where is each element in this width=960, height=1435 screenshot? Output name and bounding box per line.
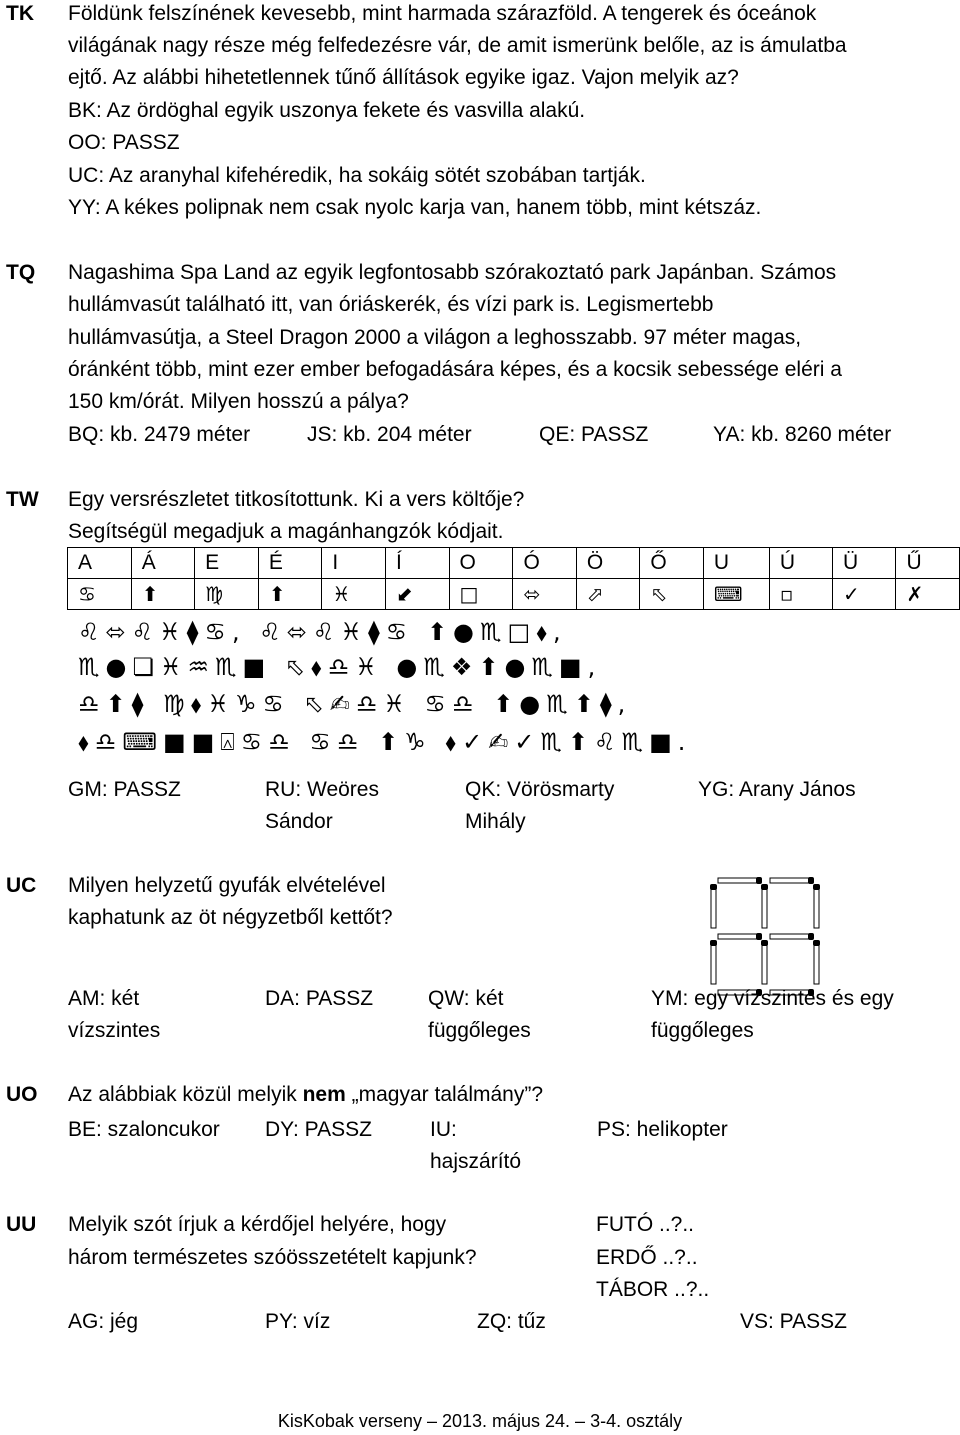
matchstick-puzzle-figure: [708, 876, 828, 1000]
symbol-cell: ⬄: [513, 579, 576, 610]
vowel-cell: I: [322, 548, 386, 579]
matchstick: [761, 940, 768, 984]
vowel-cell: Ü: [832, 548, 895, 579]
tw-text-line: Egy versrészletet titkosítottunk. Ki a vers költője?: [68, 488, 525, 511]
matchstick: [710, 884, 717, 928]
uu-answer-py: PY: víz: [265, 1310, 331, 1333]
symbol-cell: ⬆: [258, 579, 321, 610]
symbol-cell: ⬆: [131, 579, 194, 610]
uu-text-line: Melyik szót írjuk a kérdőjel helyére, hogy: [68, 1213, 447, 1236]
uu-answer-zq: ZQ: tűz: [477, 1310, 546, 1333]
uu-word: ERDŐ ..?..: [596, 1246, 698, 1269]
vowel-cell: É: [258, 548, 321, 579]
question-code-tq: TQ: [6, 261, 36, 284]
question-code-uu: UU: [6, 1213, 37, 1236]
tk-text-line: Földünk felszínének kevesebb, mint harmada szárazföld. A tengerek és óceánok: [68, 2, 817, 25]
tk-answer-uc: UC: Az aranyhal kifehéredik, ha sokáig sötét szobában tartják.: [68, 164, 646, 187]
uc-answer-qw: QW: két függőleges: [428, 987, 531, 1042]
symbol-cell: ♓: [322, 579, 386, 610]
symbol-row: [68, 579, 960, 610]
tq-text-line: óránként több, mint ezer ember befogadására képes, és a kocsik sebessége eléri a: [68, 358, 842, 381]
symbol-cell: ⬋: [386, 579, 449, 610]
tk-text-line: ejtő. Az alábbi hihetetlennek tűnő állítások egyike igaz. Vajon melyik az?: [68, 66, 739, 89]
uu-word: TÁBOR ..?..: [596, 1278, 710, 1301]
matchstick: [761, 884, 768, 928]
tk-answer-bk: BK: Az ördöghal egyik uszonya fekete és vasvilla alakú.: [68, 99, 586, 122]
uo-text-part: „magyar találmány”?: [345, 1083, 544, 1106]
symbol-cell: ♍: [195, 579, 259, 610]
tq-text-line: hullámvasútja, a Steel Dragon 2000 a világon a leghosszabb. 97 méter magas,: [68, 326, 802, 349]
vowel-cell: Ö: [576, 548, 639, 579]
question-code-tw: TW: [6, 488, 39, 511]
tq-answer-ya: YA: kb. 8260 méter: [713, 423, 892, 446]
question-code-uo: UO: [6, 1083, 38, 1106]
uc-answer-ym: YM: egy vízszintes és egy függőleges: [651, 987, 894, 1042]
cipher-line: ⬧♎⌨■■⍓♋♎ ♋♎ ⬆♑ ⬧✓✍✓♏⬆♌♏■.: [78, 728, 692, 756]
cipher-line: ♏●❏♓♒♏■ ⬁⬧♎♓ ●♏❖⬆●♏■,: [78, 653, 602, 681]
tq-answer-js: JS: kb. 204 méter: [307, 423, 472, 446]
uc-answer-da: DA: PASSZ: [265, 987, 374, 1010]
uc-text-line: Milyen helyzetű gyufák elvételével: [68, 874, 386, 897]
symbol-cell: ♋: [68, 579, 132, 610]
uc-text-line: kaphatunk az öt négyzetből kettőt?: [68, 906, 393, 929]
uo-text-emphasis: nem: [302, 1083, 346, 1106]
matchstick: [770, 877, 814, 884]
vowel-cell: Í: [386, 548, 449, 579]
vowel-cell: A: [68, 548, 132, 579]
uo-answer-ps: PS: helikopter: [597, 1118, 728, 1141]
matchstick: [770, 933, 814, 940]
vowel-cell: E: [195, 548, 259, 579]
symbol-cell: ✓: [832, 579, 895, 610]
uc-answer-am: AM: két vízszintes: [68, 987, 161, 1042]
uo-answer-iu: IU: hajszárító: [430, 1118, 522, 1173]
matchstick: [710, 940, 717, 984]
cipher-line: ♌⬄♌♓⧫♋, ♌⬄♌♓⧫♋ ⬆●♏□⬧,: [78, 618, 567, 646]
tq-answer-bq: BQ: kb. 2479 méter: [68, 423, 251, 446]
tq-text-line: 150 km/órát. Milyen hosszú a pálya?: [68, 390, 409, 413]
symbol-cell: □: [449, 579, 513, 610]
symbol-cell: ▫: [769, 579, 832, 610]
uu-text-line: három természetes szóösszetételt kapjunk?: [68, 1246, 477, 1269]
tk-answer-yy: YY: A kékes polipnak nem csak nyolc karja van, hanem több, mint kétszáz.: [68, 196, 762, 219]
page-footer: KisKobak verseny – 2013. május 24. – 3-4. osztály: [277, 1411, 683, 1431]
vowel-row: [68, 548, 960, 579]
tw-answer-qk: QK: Vörösmarty Mihály: [465, 778, 615, 833]
symbol-cell: ⬁: [640, 579, 703, 610]
question-code-tk: TK: [6, 2, 34, 25]
vowel-cell: Ó: [513, 548, 576, 579]
vowel-cell: O: [449, 548, 513, 579]
uo-question-text: [68, 1083, 543, 1107]
uo-text-part: Az alábbiak közül melyik: [68, 1083, 303, 1106]
vowel-cell: U: [703, 548, 769, 579]
vowel-cell: Ő: [640, 548, 703, 579]
tw-answer-ru: RU: Weöres Sándor: [265, 778, 379, 833]
tk-text-line: világának nagy része még felfedezésre vár, de amit ismerünk belőle, az is ámulatba: [68, 34, 847, 57]
tq-text-line: hullámvasút található itt, van óriáskerék, és vízi park is. Legismertebb: [68, 293, 714, 316]
vowel-code-table: [67, 547, 960, 610]
tq-text-line: Nagashima Spa Land az egyik legfontosabb szórakoztató park Japánban. Számos: [68, 261, 837, 284]
matchstick: [813, 884, 820, 928]
tk-answer-oo: OO: PASSZ: [68, 131, 180, 154]
symbol-cell: ⌨: [703, 579, 769, 610]
tw-answer-gm: GM: PASSZ: [68, 778, 181, 801]
tq-answer-qe: QE: PASSZ: [539, 423, 649, 446]
uo-answer-dy: DY: PASSZ: [265, 1118, 372, 1141]
tw-answer-yg: YG: Arany János: [698, 778, 856, 801]
symbol-cell: ✗: [896, 579, 960, 610]
uu-word: FUTÓ ..?..: [596, 1213, 695, 1236]
vowel-cell: Ú: [769, 548, 832, 579]
uo-answer-be: BE: szaloncukor: [68, 1118, 220, 1141]
cipher-line: ♎⬆⧫ ♍⬧♓♑♋ ⬁✍♎♓ ♋♎ ⬆●♏⬆⧫,: [78, 690, 632, 718]
matchstick: [813, 940, 820, 984]
vowel-cell: Ű: [896, 548, 960, 579]
tw-text-line: Segítségül megadjuk a magánhangzók kódjait.: [68, 520, 504, 543]
matchstick: [718, 877, 762, 884]
question-code-uc: UC: [6, 874, 37, 897]
matchstick: [718, 933, 762, 940]
symbol-cell: ⬀: [576, 579, 639, 610]
uu-answer-vs: VS: PASSZ: [740, 1310, 847, 1333]
vowel-cell: Á: [131, 548, 194, 579]
uu-answer-ag: AG: jég: [68, 1310, 139, 1333]
